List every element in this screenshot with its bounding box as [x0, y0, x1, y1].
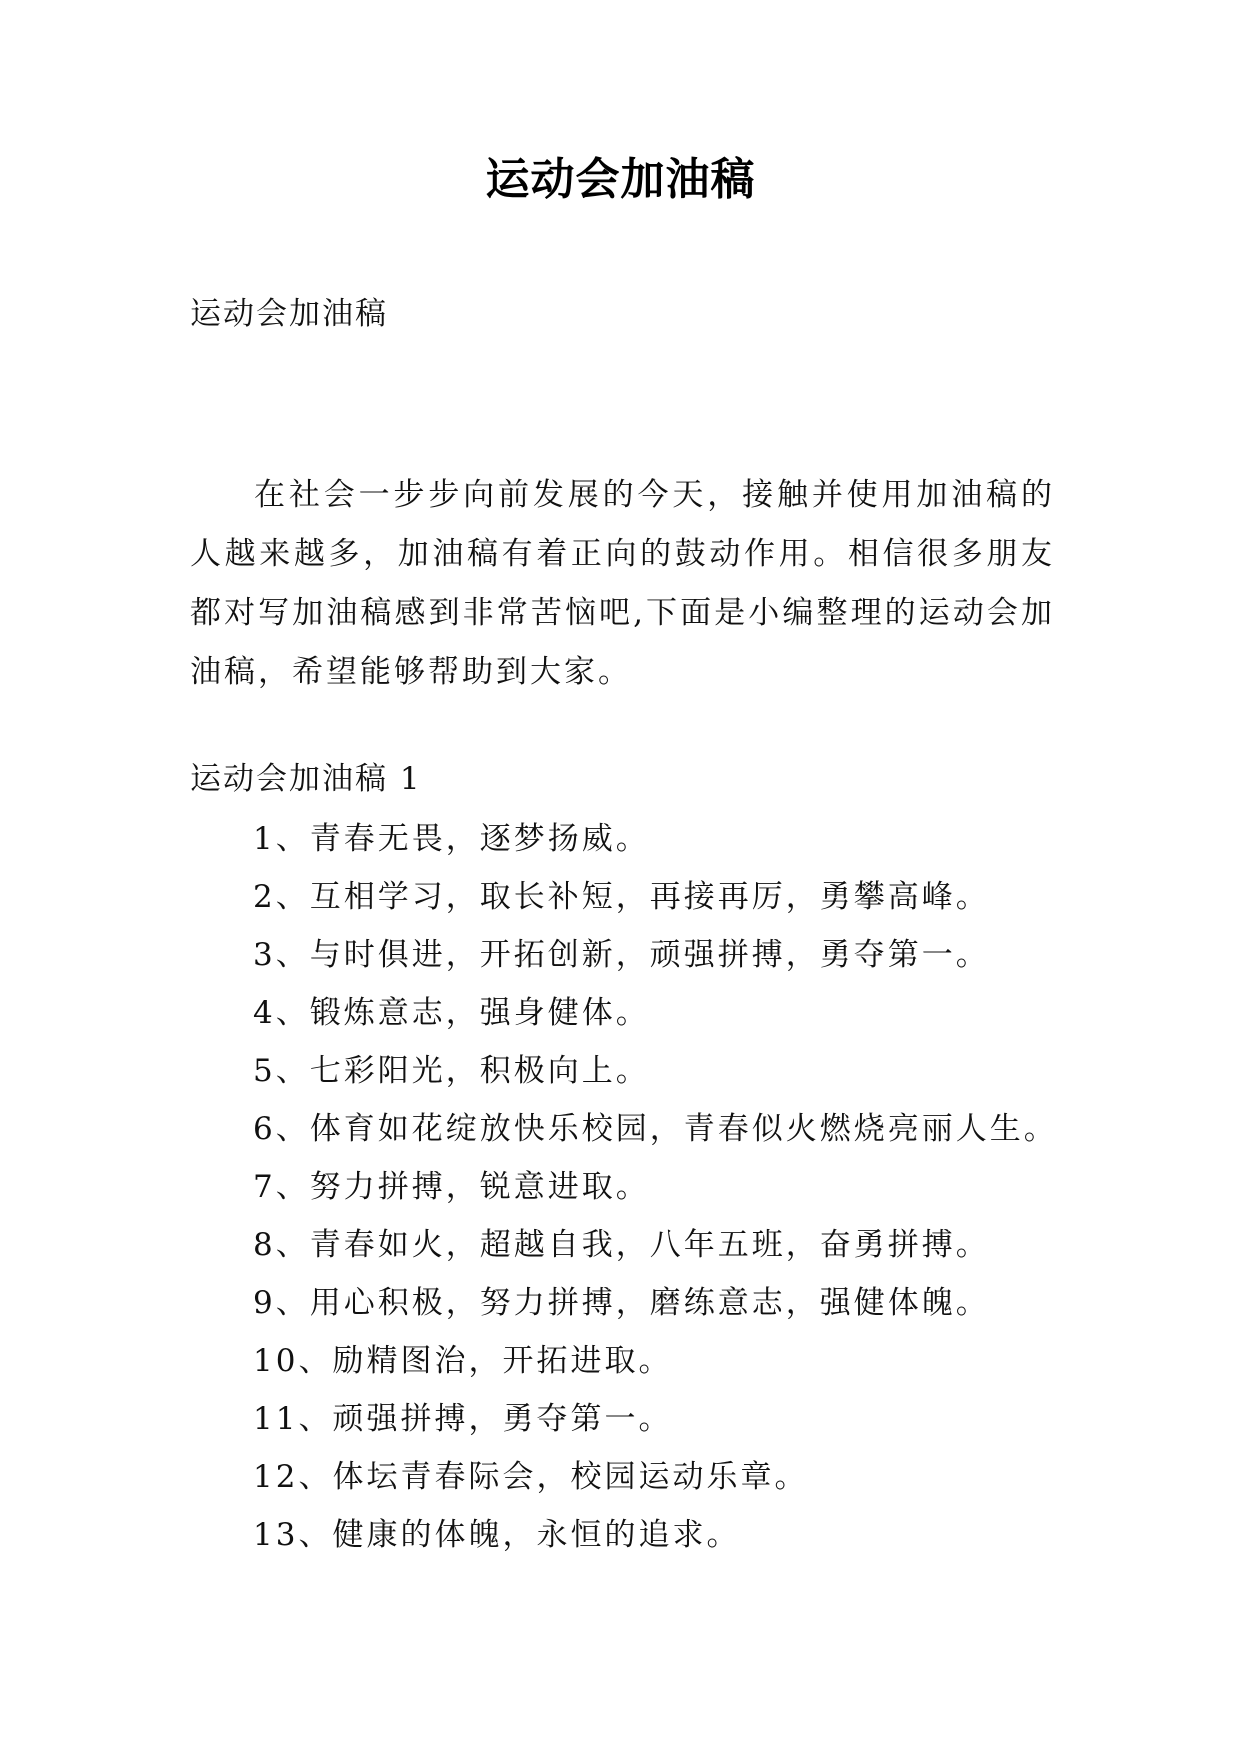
intro-paragraph: 在社会一步步向前发展的今天，接触并使用加油稿的人越来越多，加油稿有着正向的鼓动作用。相信很多朋友都对写加油稿感到非常苦恼吧,下面是小编整理的运动会加油稿，希望能够帮助到大家。 [190, 477, 1055, 690]
list-item: 12、体坛青春际会，校园运动乐章。 [253, 1459, 809, 1495]
list-item: 7、努力拼搏，锐意进取。 [253, 1169, 650, 1205]
slogan-list [253, 810, 1058, 1564]
list-item: 4、锻炼意志，强身健体。 [253, 995, 650, 1031]
list-item: 2、互相学习，取长补短，再接再厉，勇攀高峰。 [253, 879, 990, 915]
document-subtitle: 运动会加油稿 [190, 296, 388, 332]
section-heading: 运动会加油稿 1 [190, 761, 422, 797]
document-title: 运动会加油稿 [485, 154, 756, 205]
list-item: 3、与时俱进，开拓创新，顽强拼搏，勇夺第一。 [253, 937, 990, 973]
list-item: 5、七彩阳光，积极向上。 [253, 1053, 650, 1089]
list-item: 10、励精图治，开拓进取。 [253, 1343, 673, 1379]
list-item: 1、青春无畏，逐梦扬威。 [253, 821, 650, 857]
list-item: 8、青春如火，超越自我，八年五班，奋勇拼搏。 [253, 1227, 990, 1263]
list-item: 13、健康的体魄，永恒的追求。 [253, 1517, 741, 1553]
list-item: 6、体育如花绽放快乐校园，青春似火燃烧亮丽人生。 [253, 1111, 1058, 1147]
list-item: 11、顽强拼搏，勇夺第一。 [253, 1401, 673, 1437]
list-item: 9、用心积极，努力拼搏，磨练意志，强健体魄。 [253, 1285, 990, 1321]
